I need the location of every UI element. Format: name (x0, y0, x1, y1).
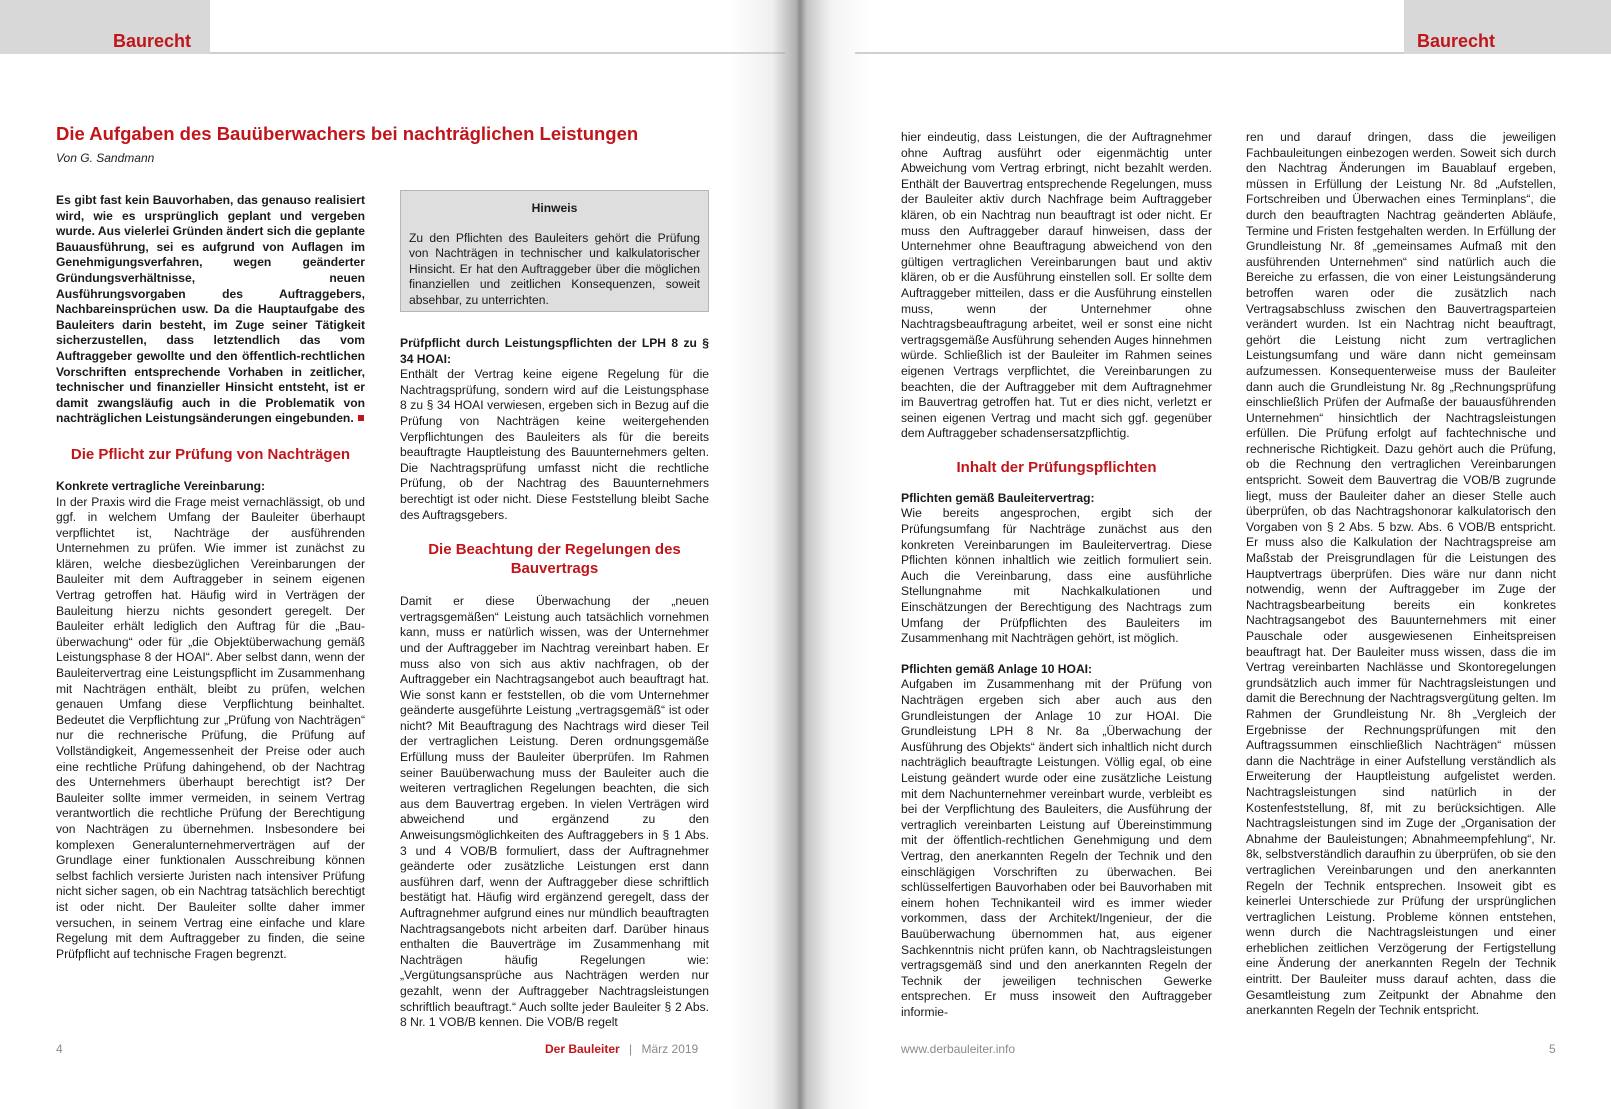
paragraph-pruefpflicht: Enthält der Vertrag keine eigene Regelung für die Nachtragsprüfung, sondern wird auf die Leistungsphase 8 zu § 34 HOAI verwiesen, ergeben sich in Bezug auf die Prüfung von Nachträgen keine weitergehenden Verpflichtungen des Bauleiters als für die bereits beauftragte Hauptleistung des Bauunternehmers gelten. Die Nachtragsprüfung umfasst nicht die rechtliche Prüfung, ob der Nachtrag des Bauunternehmers berechtigt ist oder nicht. Diese Feststellung bleibt Sache des Auftragsgebers. (400, 367, 709, 522)
issue-date: März 2019 (641, 1042, 699, 1056)
column-1 (56, 193, 365, 962)
subheading-vereinbarung: Konkrete vertragliche Vereinbarung: (56, 478, 266, 493)
page-number-left: 4 (56, 1042, 63, 1056)
footer-credit (545, 1042, 698, 1056)
section-label-left: Baurecht (113, 31, 192, 51)
header-rule-right (855, 52, 1404, 54)
article-title: Die Aufgaben des Bauüberwachers bei nachträglichen Leistungen (56, 123, 639, 144)
heading-pflicht: Die Pflicht zur Prüfung von Nachträgen (70, 445, 351, 463)
note-box (400, 190, 709, 312)
section-label-right: Baurecht (1417, 31, 1496, 51)
paragraph-praxis: In der Praxis wird die Frage meist vernachlässigt, ob und ggf. in welchem Umfang der Bauleiter überhaupt verpflichtet ist, Nachträge der ausführenden Unternehmen zu prüfen. Wie immer ist zunächst zu klären, welche diesbezüglichen Vereinbarungen der Bauleiter mit dem Auftraggeber in seinem eigenen Vertrag getroffen hat. Häufig wird in Verträgen der Bauleitung hierzu nichts gesondert geregelt. Der Bauleiter erhält lediglich den Auftrag für die „Bau-überwachung“ oder für „die Objektüberwachung gemäß Leistungsphase 8 der HOAI“. Aber selbst dann, wenn der Bauleitervertrag eine Leistungspflicht im Zusammenhang mit Nachträgen enthält, bleibt zu prüfen, welchen genauen Umfang diese Verpflichtung beinhaltet. Bedeutet die Verpflichtung zur „Prüfung von Nachträgen“ nur die rechnerische Prüfung, die Prüfung auf Vollständigkeit, Angemessenheit der Preise oder auch eine rechtliche Prüfung dahingehend, ob der Nachtrag des Unternehmers überhaupt berechtigt ist? Der Bauleiter sollte immer vermeiden, in seinem Vertrag verantwortlich die rechtliche Prüfung der Berechtigung von Nachträgen zu übernehmen. Insbesondere bei komplexen Generalunternehmerverträgen auf der Grundlage einer funktionalen Ausschreibung können selbst fachlich versierte Juristen nach intensiver Prüfung nicht sicher sagen, ob ein Nachtrag tatsächlich berechtigt ist oder nicht. Der Bauleiter sollte daher immer versuchen, in seinem Vertrag eine einfache und klare Regelung mit dem Auftraggeber zu finden, die seine Prüfpflicht auf technische Fragen begrenzt. (56, 494, 365, 961)
lead-paragraph (56, 193, 365, 427)
header-rule-left (210, 52, 785, 54)
paragraph-anlage10: Aufgaben im Zusammenhang mit der Prüfung von Nachträgen ergeben sich aber auch aus den Grundleistungen der Anlage 10 zur HOAI. Die Grundleistung LPH 8 Nr. 8a „Überwachung der Ausführung des Objekts“ ändert sich inhaltlich nicht durch nachträglich beauftragte Leistungen. Völlig egal, ob eine Leistung geändert wurde oder eine zusätzliche Leistung mit dem Nachunternehmer vereinbart wurde, verbleibt es bei der Verpflichtung des Bauleiters, die Ausführung der vertraglich vereinbarten Leistung auf Übereinstimmung mit der öffentlich-rechtlichen Genehmigung und dem Vertrag, den anerkannten Regeln der Technik und den einschlägigen Vorschriften zu überwachen. Bei schlüsselfertigen Bauvorhaben oder bei Bauvorhaben mit einem hohen Technikanteil wird es immer wieder vorkommen, dass der Architekt/Ingenieur, der die Bauüberwachung übernommen hat, aus eigener Sachkenntnis nicht prüfen kann, ob Nachtragsleistungen vertragsgemäß sind und den anerkannten Regeln der Technik der jeweiligen technischen Gewerke entsprechen. Er muss insoweit den Auftraggeber informie- (901, 677, 1212, 1019)
heading-beachtung: Die Beachtung der Regelungen des Bauvertrags (428, 541, 681, 578)
page-number-right: 5 (1549, 1042, 1556, 1056)
paragraph-eindeutig: hier eindeutig, dass Leistungen, die der Auftragnehmer ohne Auftrag ausführt oder eigenmächtig unter Abweichung vom Vertrag erbringt, nicht bezahlt werden. Enthält der Bauvertrag entsprechende Regelungen, muss der Bauleiter aktiv durch Nachfrage beim Auftraggeber klären, ob ein Nachtrag nun beauftragt ist oder nicht. Er muss den Auftraggeber darauf hinweisen, dass der Unternehmer ohne Beauftragung abweichend von den gültigen vertraglichen Vereinbarungen baut und aktiv klären, ob er die Ausführung einstellen soll. Er sollte dem Auftraggeber mitteilen, dass er die Ausführung einstellen muss, wenn der Unternehmer ohne Nachtragsbeauftragung arbeitet, weil er sonst eine nicht vertragsgemäße Ausführung sehenden Auges hinnehmen würde. Schließlich ist der Bauleiter im Rahmen seines eigenen Vertrags verpflichtet, die Vereinbarungen zu beachten, die der Auftraggeber mit dem Auftragnehmer im Bauvertrag getroffen hat. Tut er dies nicht, verletzt er seinen eigenen Vertrag und macht sich ggf. gegenüber dem Auftraggeber schadensersatzpflichtig. (901, 130, 1212, 441)
note-text: Zu den Pflichten des Bauleiters gehört die Prüfung von Nachträgen in technischer und kalkulatorischer Hinsicht. Er hat den Auftraggeber über die möglichen finanziellen und zeitlichen Konsequenzen, soweit absehbar, zu unterrichten. (409, 230, 700, 307)
subheading-pruefpflicht: Prüfpflicht durch Leistungspflichten der LPH 8 zu § 34 HOAI: (400, 336, 709, 366)
note-title: Hinweis (531, 201, 578, 215)
article-byline: Von G. Sandmann (56, 151, 155, 165)
column-3 (901, 130, 1212, 1020)
paragraph-fachbauleitungen: ren und darauf dringen, dass die jeweiligen Fachbauleitungen einbezogen werden. Soweit sich durch den Nachtrag Änderungen im Bauablauf ergeben, müssen in Erfüllung der Leistung Nr. 8d „Aufstellen, Fortschreiben und Überwachen eines Terminplans“, die durch den beauftragten Nachtrag geänderten Abläufe, Termine und Fristen festgehalten werden. In Erfüllung der Grundleistung Nr. 8f „gemeinsames Aufmaß mit den ausführenden Unternehmen“ sind natürlich auch die Bereiche zu erfassen, die von einer Leistungsänderung betroffen waren oder die zusätzlich nach Vertragsabschluss zwischen den Bauvertragsparteien verändert wurden. Ist ein Nachtrag nicht beauftragt, gehört die Leistung nicht zum vertraglichen Leistungsumfang und wäre dann nicht gemeinsam aufzumessen. Konsequenterweise muss der Bauleiter dann auch die Grundleistung Nr. 8g „Rechnungsprüfung einschließlich Prüfen der Aufmaße der bauausführenden Unternehmen“ hinsichtlich der Nachtragsleistungen erfüllen. Die Prüfung erfolgt auf fachtechnische und rechnerische Richtigkeit. Dazu gehört auch die Prüfung, ob die Rechnung den vertraglichen Vereinbarungen entspricht. Soweit dem Bauvertrag die VOB/B zugrunde liegt, muss der Bauleiter daher an dieser Stelle auch überprüfen, ob das Nachtragshonorar kalkulatorisch den Vorgaben von § 2 Abs. 5 bzw. Abs. 6 VOB/B entspricht. Er muss also die Kalkulation der Nachtragspreise am Maßstab der Preisgrundlagen für die Leistungen des Hauptvertrags überprüfen. Dies wäre nur dann nicht notwendig, wenn der Auftraggeber im Zuge der Nachtragsbearbeitung bereits ein konkretes Nachtragsangebot des Bauunternehmers mit einer Pauschale oder ausgewiesenen Einheitspreisen beauftragt hat. Der Bauleiter muss wissen, dass die im Vertrag vereinbarten Nachlässe und Skontoregelungen grundsätzlich auch immer für Nachtragsleistungen und damit die Berechnung der Nachtragsvergütung gelten. Im Rahmen der Grundleistung Nr. 8h „Vergleich der Ergebnisse der Rechnungsprüfungen mit den Auftragssummen einschließlich Nachträgen“ müssen dann die Nachträge in einer Aufstellung verständlich als Erweiterung der Hauptleistung aufgelistet werden. Nachtragsleistungen sind natürlich in der Kostenfeststellung, 8f, mit zu berücksichtigen. Alle Nachtragsleistungen sind im Zuge der „Organisation der Abnahme der Bauleistungen; Abnahmeempfehlung“, Nr. 8k, selbstverständlich daraufhin zu überprüfen, ob sie den vertraglichen Vereinbarungen und den anerkannten Regeln der Technik entsprechen. Insoweit gibt es keinerlei Unterschiede zur Prüfung der ursprünglichen vertraglichen Leistung. Probleme können entstehen, wenn durch die Nachtragsleistungen und einer erheblichen zeitlichen Verzögerung der Fertigstellung eine Änderung der anerkannten Regeln der Technik eintritt. Der Bauleiter muss darauf achten, dass die Gesamtleistung zum Zeitpunkt der Abnahme den anerkannten Regeln der Technik entspricht. (1246, 130, 1556, 1018)
paragraph-bauleitervertrag: Wie bereits angesprochen, ergibt sich der Prüfungsumfang für Nachträge zunächst aus den konkreten Vereinbarungen im Bauleitervertrag. Diese Pflichten können inhaltlich wie zeitlich formuliert sein. Auch die Vereinbarung, dass eine ausführliche Stellungnahme mit Nachkalkulationen und Einschätzungen der Berechtigung des Nachtrags zum Umfang der Prüfpflichten des Bauleiters im Zusammenhang mit Nachträgen gehört, ist möglich. (901, 506, 1212, 646)
subheading-bauleitervertrag: Pflichten gemäß Bauleitervertrag: (901, 490, 1095, 505)
footer-url[interactable]: www.derbauleiter.info (901, 1042, 1016, 1056)
footer-separator: | (629, 1042, 633, 1056)
column-4 (1246, 130, 1556, 1019)
end-mark-icon (358, 415, 364, 421)
column-2 (400, 336, 709, 1031)
subheading-anlage10: Pflichten gemäß Anlage 10 HOAI: (901, 661, 1093, 676)
paragraph-beachtung: Damit er diese Überwachung der „neuen vertragsgemäßen“ Leistung auch tatsächlich vornehmen kann, muss er natürlich wissen, was der Unternehmer und der Auftraggeber im Nachtrag vereinbart haben. Er muss also von sich aus aktiv nachfragen, ob der Auftraggeber ein Nachtragsangebot auch beauftragt hat. Wie sonst kann er feststellen, ob die vom Unternehmer geänderte ausgeführte Leistung „vertragsgemäß“ ist oder nicht? Mit Beauftragung des Nachtrags wird dieser Teil der vertraglichen Leistung. Deren ordnungsgemäße Erfüllung muss der Bauleiter überprüfen. Im Rahmen seiner Bauüberwachung muss der Bauleiter auch die weiteren vertraglichen Regelungen beachten, die sich aus dem Bauvertrag ergeben. In vielen Verträgen wird abweichend und ergänzend zu den Anweisungsmöglichkeiten des Auftraggebers in § 1 Abs. 3 und 4 VOB/B formuliert, dass der Auftragnehmer geänderte oder zusätzliche Leistungen erst dann ausführen darf, wenn der Auftraggeber diese schriftlich bestätigt hat. Häufig wird ergänzend geregelt, dass der Auftragnehmer aufgrund eines nur mündlich beauftragten Nachtragsangebots nicht arbeiten darf. Darüber hinaus enthalten die Bauverträge im Zusammenhang mit Nachträgen häufig Regelungen wie: „Vergütungsansprüche aus Nachträgen werden nur gezahlt, wenn der Auftraggeber Nachtragsleistungen schriftlich beauftragt.“ Auch sollte jeder Bauleiter § 2 Abs. 8 Nr. 1 VOB/B kennen. Die VOB/B regelt (400, 594, 709, 1030)
heading-inhalt: Inhalt der Prüfungspflichten (956, 458, 1157, 476)
magazine-name: Der Bauleiter (545, 1042, 620, 1056)
lead-text: Es gibt fast kein Bauvorhaben, das genauso realisiert wird, wie es ursprünglich geplant und vergeben wurde. Aus vielerlei Gründen ändert sich die geplante Bauausführung, sei es aufgrund von Auflagen im Genehmigungsverfahren, wegen geänderter Gründungsverhältnisse, neuen Ausführungsvorgaben des Auftraggebers, Nachbareinsprüchen usw. Da die Hauptaufgabe des Bauleiters darin besteht, im Zuge seiner Tätigkeit sicherzustellen, dass letztendlich das vom Auftraggeber gewollte und den öffentlich-rechtlichen Vorschriften entsprechende Vorhaben in zeitlicher, technischer und finanzieller Hinsicht entsteht, ist er damit zwangsläufig auch in die Problematik von nachträglichen Leistungsänderungen eingebunden. (56, 193, 365, 426)
